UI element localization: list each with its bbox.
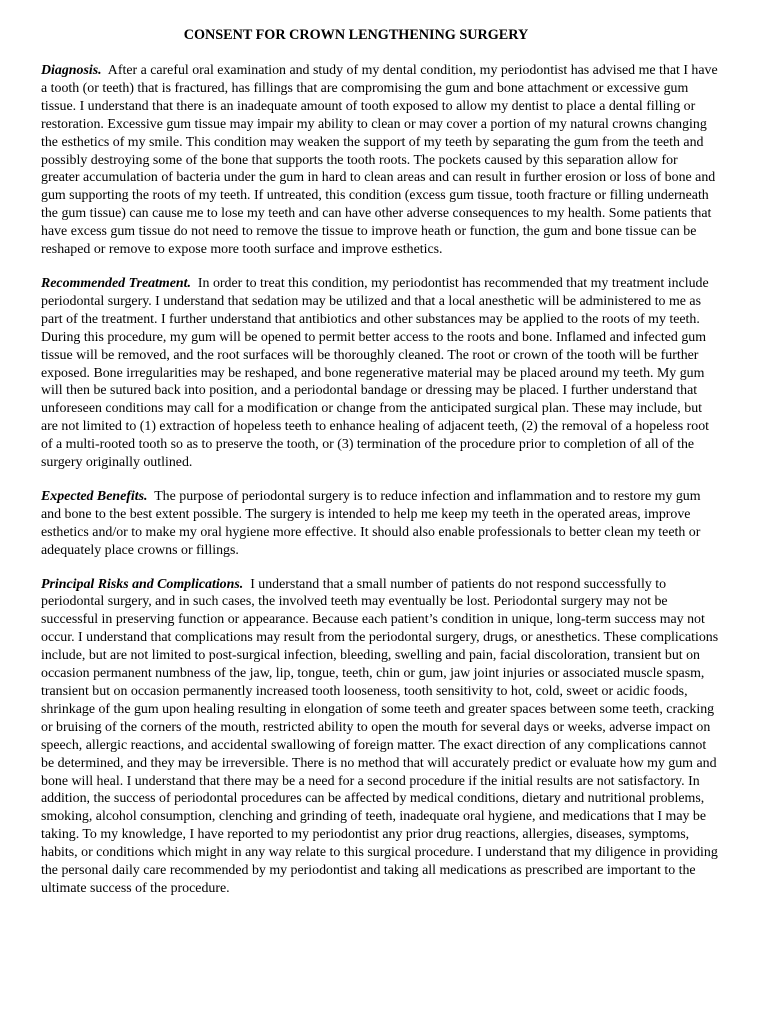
- expected-benefits-text: The purpose of periodontal surgery is to reduce infection and inflammation and to restore my gum and bone to the best extent possible. The surgery is intended to help me keep my teeth in the operated areas, improve esthetics and/or to make my oral hygiene more effective. It should also enable professionals to better clean my teeth or adequately place crowns or fillings.: [41, 488, 701, 558]
- expected-benefits-section: [41, 488, 719, 560]
- principal-risks-text: I understand that a small number of patients do not respond successfully to periodontal surgery, and in such cases, the involved teeth may eventually be lost. Periodontal surgery may not be successful in preserving function or appearance. Because each patient’s condition in unique, long-term success may not occur. I understand that complications may result from the periodontal surgery, drugs, or anesthetics. These complications include, but are not limited to post-surgical infection, bleeding, swelling and pain, facial discoloration, transient but on occasion permanent numbness of the jaw, lip, tongue, teeth, chin or gum, jaw joint injuries or associated muscle spasm, transient but on occasion permanently increased tooth looseness, tooth sensitivity to hot, cold, sweet or acidic foods, shrinkage of the gum upon healing resulting in elongation of some teeth and greater spaces between some teeth, cracking or bruising of the corners of the mouth, restricted ability to open the mouth for several days or weeks, adverse impact on speech, allergic reactions, and accidental swallowing of foreign matter. The exact direction of any complications cannot be determined, and they may be irreversible. There is no method that will accurately predict or evaluate how my gum and bone will heal. I understand that there may be a need for a second procedure if the initial results are not satisfactory. In addition, the success of periodontal procedures can be affected by medical conditions, dietary and nutritional problems, smoking, alcohol consumption, clenching and grinding of teeth, inadequate oral hygiene, and medications that I may be taking. To my knowledge, I have reported to my periodontist any prior drug reactions, allergies, diseases, symptoms, habits, or conditions which might in any way relate to this surgical procedure. I understand that my diligence in providing the personal daily care recommended by my periodontist and taking all medications as prescribed are important to the ultimate success of the procedure.: [41, 576, 719, 896]
- diagnosis-heading: Diagnosis.: [41, 63, 102, 78]
- principal-risks-section: [41, 576, 719, 898]
- diagnosis-section: [41, 62, 719, 259]
- recommended-treatment-heading: Recommended Treatment.: [41, 275, 191, 291]
- recommended-treatment-section: [41, 275, 719, 472]
- diagnosis-text: After a careful oral examination and study of my dental condition, my periodontist has advised me that I have a tooth (or teeth) that is fractured, has fillings that are compromising the gum and bone attachment or excessive gum tissue. I understand that there is an inadequate amount of tooth exposed to allow my dentist to place a dental filling or restoration. Excessive gum tissue may impair my ability to clean or may cover a portion of my natural crowns changing the esthetics of my smile. This condition may weaken the support of my teeth by separating the gum from the teeth and possibly destroying some of the bone that supports the tooth roots. The pockets caused by this separation allow for greater accumulation of bacteria under the gum in hard to clean areas and can result in further erosion or loss of bone and gum supporting the roots of my teeth. If untreated, this condition (excess gum tissue, tooth fracture or filling underneath the gum tissue) can cause me to lose my teeth and can have other adverse consequences to my health. Some patients that have excess gum tissue do not need to remove the tissue to improve heath or function, the gum and bone tissue can be reshaped or remove to expose more tooth surface and improve esthetics.: [41, 63, 718, 258]
- document-title: CONSENT FOR CROWN LENGTHENING SURGERY: [183, 27, 529, 43]
- recommended-treatment-text: In order to treat this condition, my periodontist has recommended that my treatment include periodontal surgery. I understand that sedation may be utilized and that a local anesthetic will be administered to me as part of the treatment. I further understand that antibiotics and other substances may be applied to the roots of my teeth. During this procedure, my gum will be opened to permit better access to the roots and bone. Inflamed and infected gum tissue will be removed, and the root surfaces will be thoroughly cleaned. The root or crown of the tooth will be further exposed. Bone irregularities may be reshaped, and bone regenerative material may be placed around my teeth. My gum will then be sutured back into position, and a periodontal bandage or dressing may be placed. I further understand that unforeseen conditions may call for a modification or change from the anticipated surgical plan. These may include, but are not limited to (1) extraction of hopeless teeth to enhance healing of adjacent teeth, (2) the removal of a hopeless root of a multi-rooted tooth so as to preserve the tooth, or (3) termination of the procedure prior to completion of all of the surgery originally outlined.: [41, 275, 710, 471]
- principal-risks-heading: Principal Risks and Complications.: [41, 576, 244, 592]
- document-body: [41, 62, 719, 914]
- expected-benefits-heading: Expected Benefits.: [41, 488, 148, 504]
